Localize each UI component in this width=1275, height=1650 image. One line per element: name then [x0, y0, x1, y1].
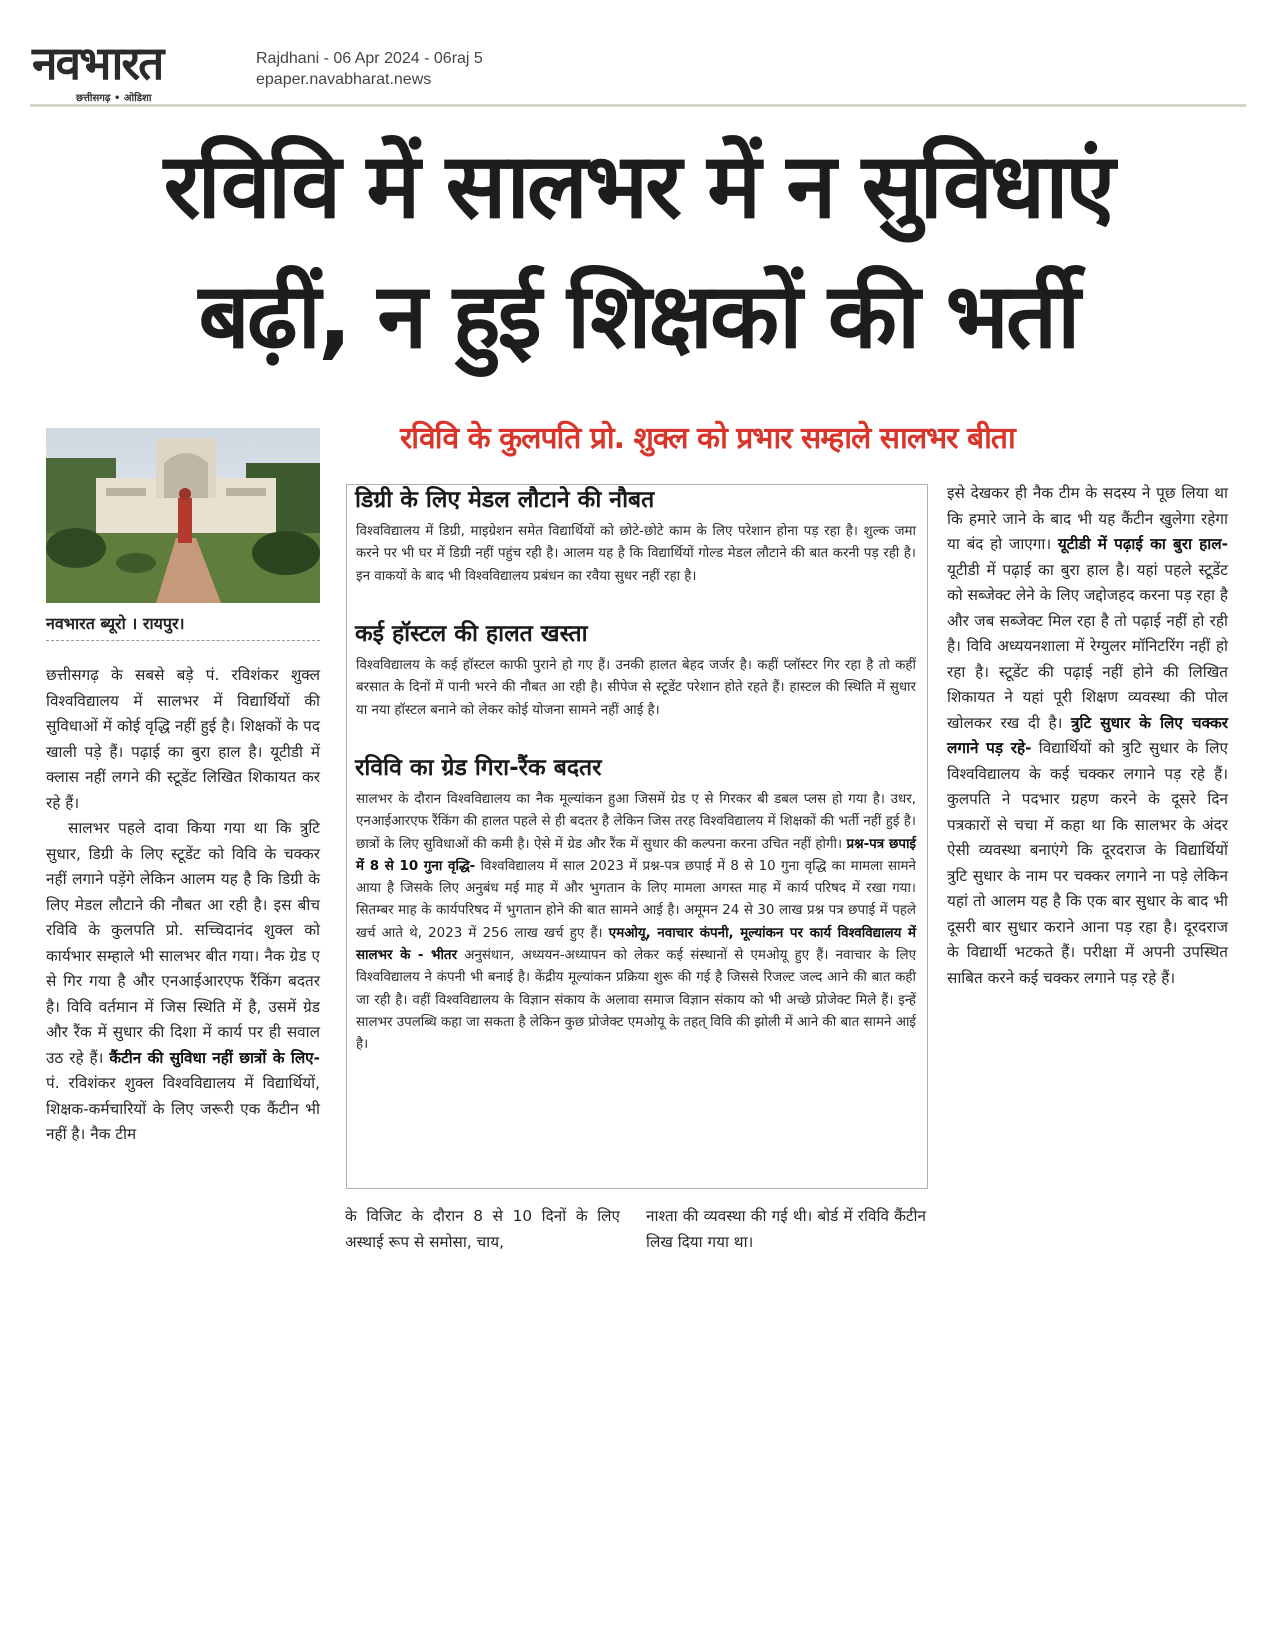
- box-text: विश्वविद्यालय में डिग्री, माइग्रेशन समेत विद्यार्थियों को छोटे-छोटे काम के लिए परेशान होना पड़ रहा है। शुल्क जमा करने पर भी घर में डिग्री नहीं पहुंच रही है। आलम यह है कि विद्यार्थियों गोल्ड मेडल लौटाने की बात करनी पड़ रही है। इन वाकयों के बाद भी विश्वविद्यालय प्रबंधन का रवैया सुधर नहीं रहा है।: [356, 524, 916, 584]
- byline: नवभारत ब्यूरो । रायपुर।: [46, 614, 185, 633]
- box-text-span: अनुसंधान, अध्ययन-अध्यापन को लेकर कई संस्थानों से एमओयू हुए हैं। नवाचार के लिए विश्वविद्यालय ने कंपनी भी बनाई है। केंद्रीय मूल्यांकन प्रक्रिया शुरू की गई है जिससे रिजल्ट जल्द आने की बात कही जा रही है। वहीं विश्वविद्यालय के विज्ञान संकाय के अलावा समाज विज्ञान संकाय को भी अच्छे प्रोजेक्ट मिले हैं। इन्हें सालभर उपलब्धि कहा जा सकता है लेकिन कुछ प्रोजेक्ट एमओयू के तहत् विवि की झोली में आने की बात सामने आई है।: [356, 948, 916, 1053]
- paragraph: [947, 481, 1228, 991]
- box-text: विश्वविद्यालय के कई हॉस्टल काफी पुराने हो गए हैं। उनकी हालत बेहद जर्जर है। कहीं प्लॉस्टर गिर रहा है तो कहीं बरसात के दिनों में पानी भरने की नौबत आ रही है। सीपेज से स्टूडेंट परेशान होते रहते हैं। हास्टल की स्थिति में सुधार या नया हॉस्टल बनाने को लेकर कोई योजना सामने नहीं आई है।: [356, 658, 916, 718]
- box-paragraph: [356, 789, 916, 1057]
- box-heading: रविवि का ग्रेड गिरा-रैंक बदतर: [355, 755, 602, 781]
- article-column-1: [46, 663, 320, 1148]
- paragraph-text: सालभर पहले दावा किया गया था कि त्रुटि सुधार, डिग्री के लिए स्टूडेंट को विवि के चक्कर नहीं लगाने पड़ेंगे लेकिन आलम यह है कि डिग्री के लिए मेडल लौटाने की नौबत आ रही है। इस बीच रविवि के कुलपति प्रो. सच्चिदानंद शुक्ल को कार्यभार सम्हाले भी सालभर बीत गया। नैक ग्रेड ए से गिर गया है और एनआईआरएफ रैंकिंग बदतर है। विवि वर्तमान में जिस स्थिति में है, उसमें ग्रेड और रैंक में सुधार की दिशा में कार्य पर ही सवाल उठ रहे हैं।: [46, 819, 320, 1067]
- paragraph-text: इसे देखकर ही नैक टीम के सदस्य ने पूछ लिया था कि हमारे जाने के बाद भी यह कैंटीन खुलेगा रहेगा या बंद हो जाएगा।: [947, 484, 1228, 553]
- paragraph: [46, 816, 320, 1148]
- inline-subhead: यूटीडी में पढ़ाई का बुरा हाल-: [1057, 535, 1228, 553]
- article-continuation-2: के विजिट के दौरान 8 से 10 दिनों के लिए अस्थाई रूप से समोसा, चाय,: [345, 1207, 620, 1251]
- sidebar-box: [346, 484, 928, 1189]
- site-url[interactable]: epaper.navabharat.news: [256, 71, 432, 88]
- headline-line-1: रविवि में सालभर में न सुविधाएं: [163, 134, 1113, 239]
- inline-subhead: कैंटीन की सुविधा नहीं छात्रों के लिए-: [109, 1048, 320, 1067]
- paragraph-text: विद्यार्थियों को त्रुटि सुधार के लिए विश्वविद्यालय के कई चक्कर लगाने पड़ रहे हैं। कुलपति ने पदभार ग्रहण करने के दूसरे दिन पत्रकारों से चचा में कहा था कि सालभर के अंदर ऐसी व्यवस्था बनाएंगे कि दूरदराज के विद्यार्थियों त्रुटि सुधार के नाम पर चक्कर लगाने ना पड़े लेकिन यहां तो आलम यह है कि एक बार सुधार के बाद भी दूसरी बार सुधार कराने आना पड़ रहा है। दूरदराज के विद्यार्थी भटकते हैं। परीक्षा में अपनी उपस्थित साबित करने कई चक्कर लगाने पड़ रहे हैं।: [947, 739, 1228, 987]
- masthead-divider: [30, 104, 1246, 107]
- inline-subhead: त्रुटि सुधार के लिए चक्कर लगाने पड़ रहे-: [947, 713, 1228, 757]
- headline-line-2: बढ़ीं, न हुई शिक्षकों की भर्ती: [198, 264, 1078, 369]
- article-continuation-3: नाश्ता की व्यवस्था की गई थी। बोर्ड में रविवि कैंटीन लिख दिया गया था।: [646, 1207, 926, 1251]
- paragraph: छत्तीसगढ़ के सबसे बड़े पं. रविशंकर शुक्ल विश्वविद्यालय में सालभर में विद्यार्थियों की सुविधाओं में कोई वृद्धि नहीं हुई है। शिक्षकों के पद खाली पड़े हैं। पढ़ाई का बुरा हाल है। यूटीडी में क्लास नहीं लगने की स्टूडेंट लिखित शिकायत कर रहे हैं।: [46, 666, 320, 812]
- newspaper-logo: [32, 38, 238, 104]
- box-paragraph: [356, 521, 916, 588]
- box-paragraph: [356, 655, 916, 722]
- article-column-4: [947, 481, 1228, 991]
- box-heading: कई हॉस्टल की हालत खस्ता: [355, 621, 588, 647]
- building-photo-illustration: [46, 428, 320, 603]
- kicker-subheadline: रविवि के कुलपति प्रो. शुक्ल को प्रभार सम्हाले सालभर बीता: [400, 421, 1015, 456]
- inline-subhead: प्रश्न-पत्र छपाई में 8 से 10 गुना वृद्धि-: [356, 836, 916, 874]
- logo-subtitle: छत्तीसगढ़ • ओडिशा: [76, 93, 152, 104]
- paragraph-text: यूटीडी में पढ़ाई का बुरा हाल है। यहां पहले स्टूडेंट को सब्जेक्ट लेने के लिए जद्दोजहद करना पड़ रहा है और जब सब्जेक्ट मिल रहा है तो पढ़ाई नहीं हो रही है। विवि अध्ययनशाला में रेग्युलर मॉनिटरिंग नहीं हो रहा है। स्टूडेंट की पढ़ाई नहीं होने की लिखित शिकायत ने यहां पूरी शिक्षण व्यवस्था की पोल खोलकर रख दी है।: [947, 560, 1228, 732]
- box-heading: डिग्री के लिए मेडल लौटाने की नौबत: [355, 487, 655, 513]
- box-text-span: सालभर के दौरान विश्वविद्यालय का नैक मूल्यांकन हुआ जिसमें ग्रेड ए से गिरकर बी डबल प्लस हो गया है। उधर, एनआईआरएफ रैंकिंग की हालत पहले से ही बदतर है लेकिन जिस तरह विश्वविद्यालय में शिक्षकों की भर्ती नहीं हुई है। छात्रों के लिए सुविधाओं की कमी है। ऐसे में ग्रेड और रैंक में सुधार की कल्पना करना उचित नहीं होगी।: [356, 792, 916, 852]
- edition-line: Rajdhani - 06 Apr 2024 - 06raj 5: [256, 50, 483, 67]
- university-building-photo: [46, 428, 320, 603]
- byline-divider: [46, 640, 320, 642]
- box-text-span: विश्वविद्यालय में साल 2023 में प्रश्न-पत्र छपाई में 8 से 10 गुना वृद्धि का मामला सामने आया है जिसके लिए अनुबंध मई माह में और भुगतान के लिए मामला अगस्त माह में कार्य परिषद में रखा गया। सितम्बर माह के कार्यपरिषद में भुगतान होने की बात सामने आई है। अमूमन 24 से 30 लाख प्रश्न पत्र छपाई में पहले खर्च आते थे, 2023 में 256 लाख खर्च हुए हैं।: [356, 858, 916, 941]
- logo-text: नवभारत: [32, 36, 163, 90]
- paragraph-text: पं. रविशंकर शुक्ल विश्वविद्यालय में विद्यार्थियों, शिक्षक-कर्मचारियों के लिए जरूरी एक कैंटीन भी नहीं है। नैक टीम: [46, 1074, 320, 1143]
- edition-info: [256, 48, 483, 90]
- inline-subhead: एमओयू, नवाचार कंपनी, मूल्यांकन पर कार्य विश्वविद्यालय में सालभर के - भीतर: [356, 925, 916, 964]
- box-text: [356, 789, 916, 1057]
